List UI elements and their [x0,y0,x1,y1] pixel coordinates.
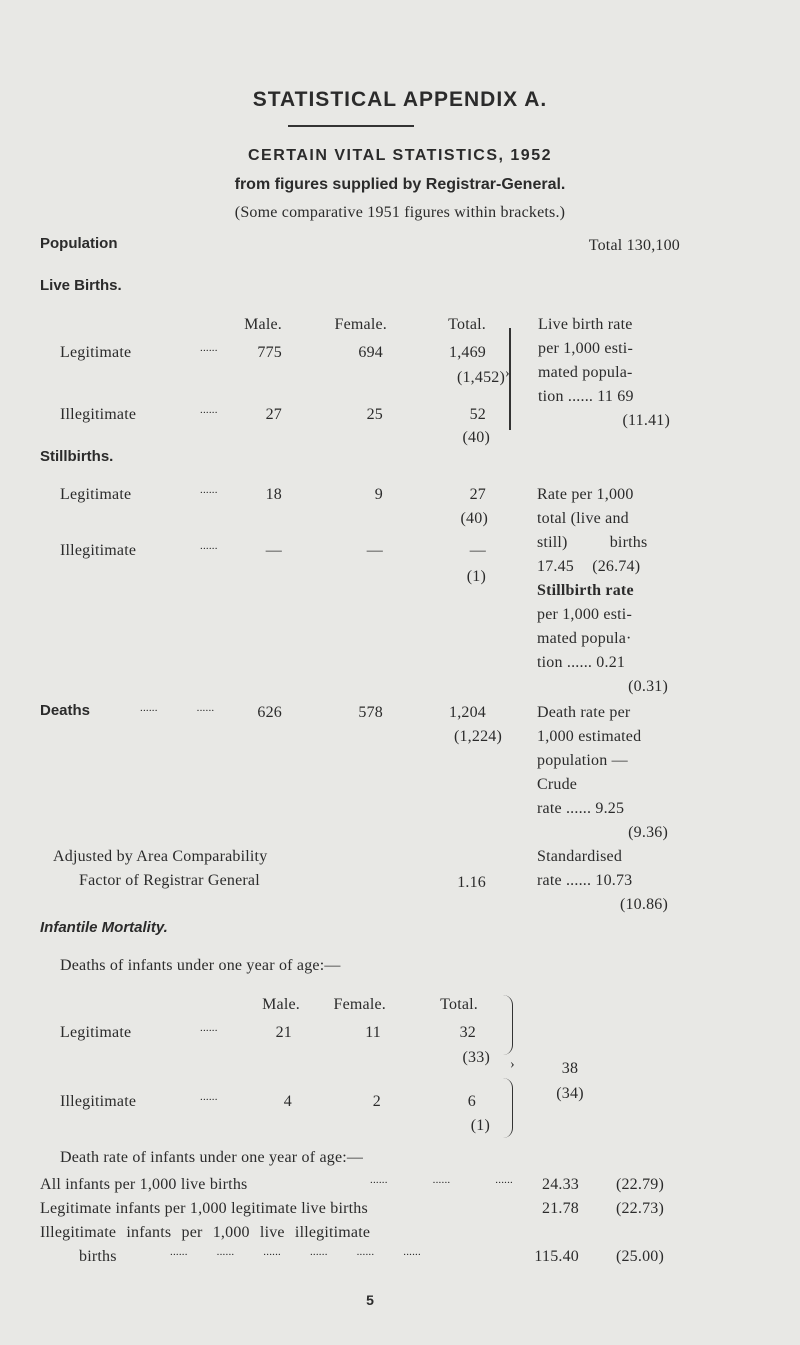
deaths-rate-line-6: (9.36) [628,824,668,841]
sb-legitimate-female: 9 [374,486,383,503]
inf-rate-all-value: 24.33 [542,1176,579,1193]
inf-illegitimate-dots: ...... [200,1091,218,1103]
infant-brace-lower [494,1078,513,1138]
lb-illegitimate-total: 52 [469,406,486,423]
sb-rate-line-5: Stillbirth rate [537,582,634,599]
deaths-rate-line-3: population — [537,752,628,769]
sb-illegitimate-label: Illegitimate [60,542,137,559]
inf-rate-legit-label: Legitimate infants per 1,000 legitimate live births [40,1200,368,1217]
inf-legitimate-label: Legitimate [60,1024,132,1041]
inf-legitimate-dots: ...... [200,1022,218,1034]
sb-illegitimate-total: — [469,542,486,559]
live-births-label: Live Births. [40,277,122,294]
population-total: Total 130,100 [588,237,680,254]
lb-illegitimate-male: 27 [265,406,282,423]
stillbirths-label: Stillbirths. [40,448,114,465]
sb-rate-line-9: (0.31) [628,678,668,695]
lb-legitimate-total: 1,469 [449,344,486,361]
page-title: STATISTICAL APPENDIX A. [252,88,548,111]
lb-rate-line-3: mated popula- [538,364,633,381]
inf-illegitimate-male: 4 [283,1093,292,1110]
lb-illegitimate-female: 25 [366,406,383,423]
sb-legitimate-dots: ...... [200,484,218,496]
infantile-label: Infantile Mortality. [40,919,168,936]
sb-illegitimate-male: — [265,542,282,559]
inf-combined-prev: (34) [556,1085,584,1102]
lb-legitimate-female: 694 [358,344,383,361]
comparative-note: (Some comparative 1951 figures within brackets.) [234,204,566,221]
acf-line-2: Factor of Registrar General [79,872,260,889]
inf-rate-all-dots: ...... ...... ...... [370,1174,513,1186]
inf-header-male: Male. [262,996,300,1013]
inf-legitimate-male: 21 [275,1024,292,1041]
sb-rate-line-1: Rate per 1,000 [537,486,634,503]
lb-rate-line-4: tion ...... 11 69 [538,388,634,405]
sb-rate-line-3: still) births [537,534,648,551]
sb-illegitimate-prev: (1) [466,568,486,585]
sb-rate-line-4: 17.45 (26.74) [537,558,641,575]
lb-rate-line-2: per 1,000 esti- [538,340,633,357]
deaths-rate-line-5: rate ...... 9.25 [537,800,625,817]
deaths-rate-line-9: (10.86) [619,896,668,913]
lb-rate-line-1: Live birth rate [538,316,633,333]
deaths-rate-line-2: 1,000 estimated [537,728,642,745]
header-total: Total. [448,316,486,333]
sb-legitimate-total: 27 [469,486,486,503]
inf-illegitimate-label: Illegitimate [60,1093,137,1110]
deaths-rate-line-8: rate ...... 10.73 [537,872,633,889]
inf-combined-total: 38 [561,1060,579,1077]
header-female: Female. [334,316,387,333]
deaths-male: 626 [257,704,282,721]
header-male: Male. [244,316,282,333]
lb-illegitimate-label: Illegitimate [60,406,137,423]
sb-legitimate-male: 18 [265,486,282,503]
inf-rate-legit-value: 21.78 [542,1200,579,1217]
inf-legitimate-prev: (33) [462,1049,490,1066]
lb-legitimate-male: 775 [257,344,282,361]
sb-illegitimate-dots: ...... [200,540,218,552]
lb-legitimate-dots: ...... [200,342,218,354]
acf-value: 1.16 [457,874,486,891]
inf-rate-illegit-label: Illegitimate infants per 1,000 live illegitimate [40,1224,371,1241]
sb-rate-line-2: total (live and [537,510,629,527]
inf-illegitimate-prev: (1) [470,1117,490,1134]
inf-legitimate-total: 32 [459,1024,476,1041]
title-divider [288,125,414,127]
sb-legitimate-label: Legitimate [60,486,132,503]
inf-rate-legit-prev: (22.73) [615,1200,664,1217]
inf-header-female: Female. [333,996,386,1013]
sb-legitimate-prev: (40) [460,510,488,527]
inf-rate-all-prev: (22.79) [615,1176,664,1193]
infant-brace-upper [494,995,513,1055]
sb-illegitimate-female: — [366,542,383,559]
acf-line-1: Adjusted by Area Comparability [53,848,268,865]
deaths-label: Deaths [40,702,91,719]
deaths-female: 578 [358,704,383,721]
lb-legitimate-label: Legitimate [60,344,132,361]
lb-illegitimate-prev: (40) [462,429,490,446]
deaths-dots: ...... ...... [140,702,215,714]
inf-legitimate-female: 11 [365,1024,381,1041]
sb-rate-line-7: mated popula· [537,630,632,647]
inf-rate-all-label: All infants per 1,000 live births [40,1176,248,1193]
lb-legitimate-prev: (1,452) [456,369,505,386]
inf-illegitimate-total: 6 [467,1093,476,1110]
inf-header-total: Total. [440,996,478,1013]
page-number: 5 [366,1292,374,1308]
deaths-prev: (1,224) [453,728,502,745]
deaths-rate-line-4: Crude [537,776,578,793]
population-label: Population [40,235,118,252]
subtitle: CERTAIN VITAL STATISTICS, 1952 [248,147,552,164]
sb-rate-line-8: tion ...... 0.21 [537,654,626,671]
inf-rate-illegit-label2: births [79,1248,117,1265]
inf-rate-illegit-dots: ...... ...... ...... ...... ...... ...... [170,1246,421,1258]
infant-brace-point-icon: › [510,1057,515,1072]
lb-rate-line-5: (11.41) [622,412,670,429]
brace-point-icon: › [505,366,510,381]
inf-illegitimate-female: 2 [372,1093,381,1110]
source-line: from figures supplied by Registrar-General. [234,176,566,193]
sb-rate-line-6: per 1,000 esti- [537,606,632,623]
deaths-total: 1,204 [449,704,486,721]
inf-rate-illegit-value: 115.40 [534,1248,579,1265]
infantile-intro: Deaths of infants under one year of age:— [60,957,341,974]
deaths-rate-line-1: Death rate per [537,704,631,721]
inf-rate-illegit-prev: (25.00) [615,1248,664,1265]
inf-rate-heading: Death rate of infants under one year of age:— [60,1149,364,1166]
deaths-rate-line-7: Standardised [537,848,623,865]
lb-illegitimate-dots: ...... [200,404,218,416]
